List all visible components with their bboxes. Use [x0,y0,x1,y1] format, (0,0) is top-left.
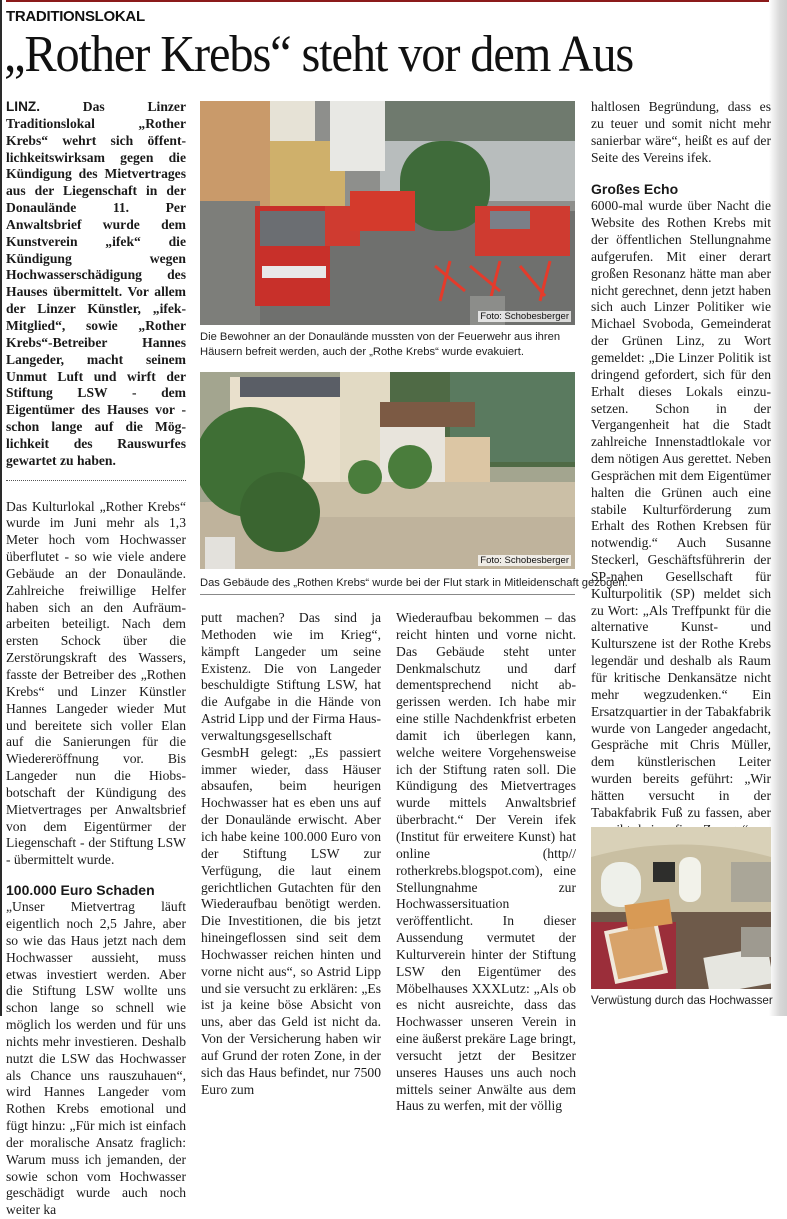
body-paragraph: „Unser Mietvertrag läuft eigentlich noch 2,5 Jahre, aber so wie das Haus jetzt nach dem Hochwasser aussieht, muss etwas investiert werden. Aber die Stiftung LSW wollte uns schon lange so schnell wie möglich los werden und für uns nichts mehr investieren. Deshalb nutzt die LSW das Hochwasser als Chance uns rauszuhauen“, wird Hannes Langeder vom Rothen Krebs emotional und fügt hinzu: „Für mich ist einfach der moralische Ansatz fraglich: Warum muss ich jemanden, der sowie schon vom Hochwasser geschädigt wurde auch noch weiter ka [6,899,186,1218]
column-2 [201,610,381,1098]
column-3 [396,610,576,1115]
lead-paragraph [6,99,186,470]
photo-caption: Das Gebäude des „Rothen Krebs“ wurde bei der Flut stark in Mitleidenschaft gezogen. [200,577,628,589]
body-paragraph: Wiederaufbau bekommen – das reicht hinten und vorne nicht. Das Gebäude steht unter Denkmalschutz und darf dementsprechend nicht abgerissen werden. Ich habe mir eine stille Nachdenkfrist erbeten damit ich überlegen kann, welche weitere Vorgehensweise ich der Stiftung raten soll. Die Kündigung des Mietvertrages wurde mittels Anwaltsbrief überbracht.“ Der Verein ifek (Institut für erweitere Kunst) hat online (http// rotherkrebs.blogspot.com), eine Stellungnahme zur Hochwassersituation veröffentlicht. In dieser Aussendung vermutet der Kulturverein hinter der Stiftung LSW den Eigentümer des Möbelhauses XXXLutz: „Als ob es nicht ausreichte, dass das Hochwasser unseren Verein in eine äußerst prekäre Lage bringt, versucht jetzt der Besitzer unseres Hauses uns auch noch mittels seiner Anwälte aus dem Haus zu werfen, mit der völlig [396,610,576,1114]
page-edge [0,0,2,1016]
column-4 [591,99,771,940]
photo-devastated-interior [591,827,771,989]
devastated-interior-image [591,827,771,989]
subheading-schaden: 100.000 Euro Schaden [6,882,155,899]
column-1 [6,99,186,1219]
page-gutter-shadow [769,0,787,1016]
photo-credit: Foto: Schobesberger [480,311,569,322]
caption-rule [200,594,575,595]
body-paragraph: Das Kulturlokal „Rother Krebs“ wurde im Juni mehr als 1,3 Meter hoch vom Hochwasser überflutet - so wie viele andere Gebäude an der Donaulände. Zahlreiche freiwillige Helfer haben sich an den Aufräumarbeiten beteiligt. Nach dem ersten Schock über die Zerstörungskraft des Wassers, fasste der Betreiber des „Rothen Krebs“ und Linzer Künstler Hannes Langeder wieder Mut und bereitete sich voller Elan auf die Sanierungen für die Wiedereröffnung vor. Bis Langeder nun die Hiobsbotschaft der Kündigung des Mietvertrages per Anwaltsbrief von dem Eigentürmer der Liegenschaft - der Stiftung LSW - übermittelt wurde. [6,498,186,868]
headline: „Rother Krebs“ steht vor dem Aus [4,26,634,83]
lead-text: Das Linzer Traditionslokal „Rother Krebs“ wehrt sich öffentlichkeitswirksam gegen die Kündigung des Mietvertrages aus der Liegenschaft in der Donaulände 11. Per Anwaltsbrief wurde dem Kunstverein „ifek“ die Kündigung wegen Hochwasserschädigung des Hauses übermittelt. Vor allem der Linzer Künstler, „ifek-Mitglied“, sowie „Rother Krebs“-Betreiber Hannes Langeder, macht seinem Unmut Luft und wirft der Stiftung LSW - dem Eigentümer des Hauses vor - schon lange auf die Möglichkeit des Rauswurfes gewartet zu haben. [6,99,186,468]
fire-trucks-image [200,101,575,325]
body-paragraph: haltlosen Begründung, dass es zu teuer und somit nicht mehr sanierbar wäre“, heißt es auf der Seite des Vereins ifek. [591,99,771,165]
photo-caption: Die Bewohner an der Donaulände mussten von der Feuerwehr aus ihren Häusern befreit werden, auch der „Rothe Krebs“ wurde evakuiert. [200,331,561,358]
top-rule [6,0,771,2]
photo-caption: Verwüstung durch das Hochwasser [591,994,773,1007]
body-text: 6000-mal wurde über Nacht die Website des Rothen Krebs mit der öffentlichen Stellungnahme aufgerufen. Mit einer derart großen Resonanz hätte man aber nicht gerechnet, denn jetzt haben sich auch Linzer Politiker wie Michael Svoboda, Gemeinderat der Grünen Linz, zu Wort gemeldet: „Die Linzer Politik ist dringend gefordert, sich für den Erhalt dieses Lokals einzusetzen. Schon in der Vergangenheit hat die Stadt zahlreiche Innenstadtlokale vor dem nötigen Aus gerettet. Neben Gesprächen mit dem Eigentümer halten die Grünen auch eine stabile Kulturförderung zum Erhalt des Rothen Krebsen für notwendig.“ Auch Susanne Steckerl, Geschäftsführerin der SP-nahen Gesellschaft für Kulturpolitik (SP) meldet sich zu Wort: „Als Treffpunkt für die alternative Kunst- und Kulturszene ist der Rothe Krebs legendär und deshalb als Raum für kritische Denkansätze nicht mehr wegzudenken.“ Ein Ersatzquartier in der Tabakfabrik wurde von Langeder angedacht, Gespräche mit Chris Müller, dem künstlerischen Leiter wurden bereits geführt: „Wir hätten versucht in der Tabakfabrik Fuß zu fassen, aber [591,198,771,820]
subheading-echo: Großes Echo [591,181,679,198]
body-paragraph: putt machen? Das sind ja Methoden wie im Krieg“, kämpft Langeder um seine Existenz. Die von Langeder beschuldigte Stiftung LSW, hat die Aufgabe in die Hände von Astrid Lipp und der Firma Hausverwaltungsgesellschaft GesmbH gelegt: „Es passiert immer wieder, dass Häuser absaufen, beim heurigen Hochwasser hat es eben uns auf der Donaulände erwischt. Aber ich habe keine 100.000 Euro von der Stiftung LSW zur Verfügung, die laut einem gerichtlichen Gutachten für den Wiederaufbau benötigt werden. Die Investitionen, die bis jetzt hineingeflossen sind seit dem Hochwasser reichen hinten und vorne nicht aus“, so Astrid Lipp und sie versucht zu erklären: „Es ist ja keine böse Absicht von uns, aber das Geld ist nicht da. Von der Versicherung haben wir auf Grund der roten Zone, in der sich das Haus befindet, nur 7500 Euro zum [201,610,381,1097]
dateline: LINZ. [6,99,40,114]
dotted-separator [6,480,186,481]
kicker: TRADITIONSLOKAL [6,8,145,25]
flooded-riverfront-image [200,372,575,569]
photo-credit: Foto: Schobesberger [480,555,569,566]
photo-flooded-riverfront [200,372,575,569]
photo-fire-trucks [200,101,575,325]
